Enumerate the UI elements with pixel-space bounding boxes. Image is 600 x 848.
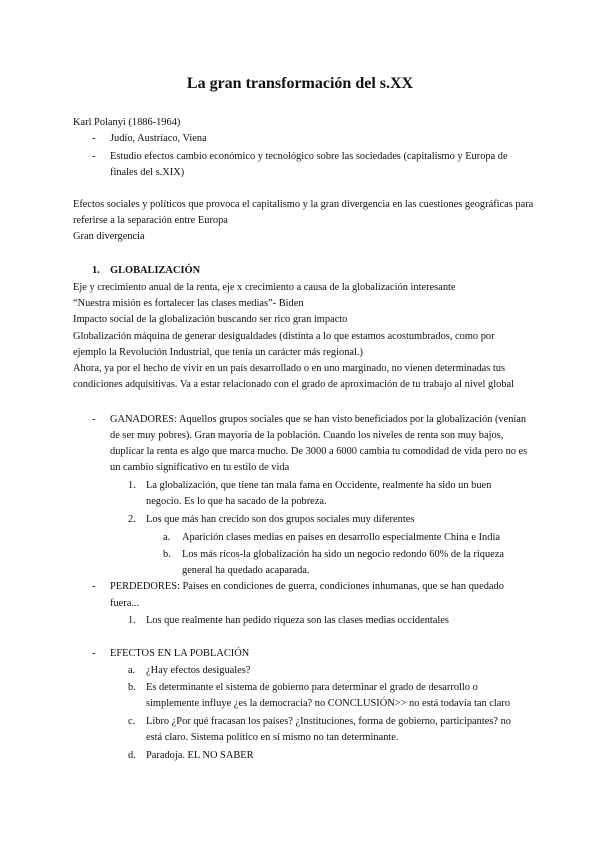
list-item: ¿Hay efectos desiguales?	[146, 665, 251, 676]
ganadores-line: de ser muy pobres). Gran mayoría de la población. Cuando los niveles de renta son muy bajos,	[110, 430, 504, 441]
bullet-dash: -	[92, 133, 96, 144]
intro-item: Estudio efectos cambio económico y tecnológico sobre las sociedades (capitalismo y Europa de	[110, 151, 508, 162]
list-letter: d.	[128, 750, 136, 761]
paragraph-line: Ahora, ya por el hecho de vivir en un país desarrollado o en uno marginado, no vienen determinadas tus	[73, 363, 506, 374]
paragraph-line: condiciones adquisitivas. Va a estar relacionado con el grado de aproximación de tu trabajo al nivel global	[73, 379, 514, 390]
intro-item: finales del s.XIX)	[110, 167, 185, 178]
list-letter: a.	[128, 665, 136, 676]
list-letter: b.	[163, 549, 171, 560]
efectos-heading: EFECTOS EN LA POBLACIÓN	[110, 648, 250, 659]
list-number: 2.	[128, 514, 136, 525]
bullet-dash: -	[92, 151, 96, 162]
ganadores-line: duplicar la renta es algo que marca mucho. De 3000 a 6000 cambia tu comodidad de vida pero no es	[110, 446, 528, 457]
paragraph-line: Efectos sociales y políticos que provoca el capitalismo y la gran divergencia en las cuestiones geográficas para	[73, 199, 534, 210]
list-number: 1.	[128, 480, 136, 491]
list-item: Paradoja. EL NO SABER	[146, 750, 254, 761]
list-item: Es determinante el sistema de gobierno para determinar el grado de desarrollo o	[146, 682, 478, 693]
list-letter: b.	[128, 682, 136, 693]
intro-item: Judío, Austríaco, Viena	[110, 133, 207, 144]
section-heading: GLOBALIZACIÓN	[110, 265, 201, 276]
sub-item: Aparición clases medias en países en desarrollo especialmente China e India	[182, 532, 500, 543]
perdedores-line: fuera...	[110, 598, 140, 609]
ganadores-line: GANADORES: Aquellos grupos sociales que se han visto beneficiados por la globalización (venían	[110, 414, 527, 425]
section-number: 1.	[92, 265, 100, 276]
paragraph-line: Gran divergencia	[73, 231, 145, 242]
list-item: Libro ¿Por qué fracasan los países? ¿Instituciones, forma de gobierno, participantes? no	[146, 716, 511, 727]
paragraph-line: Impacto social de la globalización buscando ser rico gran impacto	[73, 314, 348, 325]
list-letter: a.	[163, 532, 171, 543]
list-item: La globalización, que tiene tan mala fama en Occidente, realmente ha sido un buen	[146, 480, 492, 491]
list-item: Los que más han crecido son dos grupos sociales muy diferentes	[146, 514, 415, 525]
list-item: Los que realmente han pedido riqueza son las clases medias occidentales	[146, 615, 449, 626]
list-item: simplemente influye ¿es la democracia? no CONCLUSIÓN>> no está todavía tan claro	[146, 698, 511, 709]
paragraph-line: “Nuestra misión es fortalecer las clases medias”- Biden	[73, 298, 304, 309]
bullet-dash: -	[92, 648, 96, 659]
list-letter: c.	[128, 716, 136, 727]
sub-item: Los más ricos-la globalización ha sido un negocio redondo 60% de la riqueza	[182, 549, 505, 560]
paragraph-line: Eje y crecimiento anual de la renta, eje x crecimiento a causa de la globalización interesante	[73, 282, 456, 293]
list-item: está claro. Sistema político en sí mismo no tan determinante.	[146, 732, 399, 743]
paragraph-line: Globalización máquina de generar desigualdades (distinta a lo que estamos acostumbrados, como por	[73, 331, 495, 342]
paragraph-line: referirse a la separación entre Europa	[73, 215, 228, 226]
bullet-dash: -	[92, 581, 96, 592]
list-number: 1.	[128, 615, 136, 626]
author-line: Karl Polanyi (1886-1964)	[73, 117, 181, 128]
paragraph-line: ejemplo la Revolución Industrial, que tenía un carácter más regional.)	[73, 347, 363, 358]
ganadores-line: un cambio significativo en tu estilo de vida	[110, 462, 290, 473]
page-title: La gran transformación del s.XX	[186, 75, 414, 92]
bullet-dash: -	[92, 414, 96, 425]
sub-item: general ha quedado acaparada.	[182, 565, 310, 576]
perdedores-line: PERDEDORES: Países en condiciones de guerra, condiciones inhumanas, que se han quedado	[110, 581, 504, 592]
list-item: negocio. Es lo que ha sacado de la pobreza.	[146, 496, 327, 507]
